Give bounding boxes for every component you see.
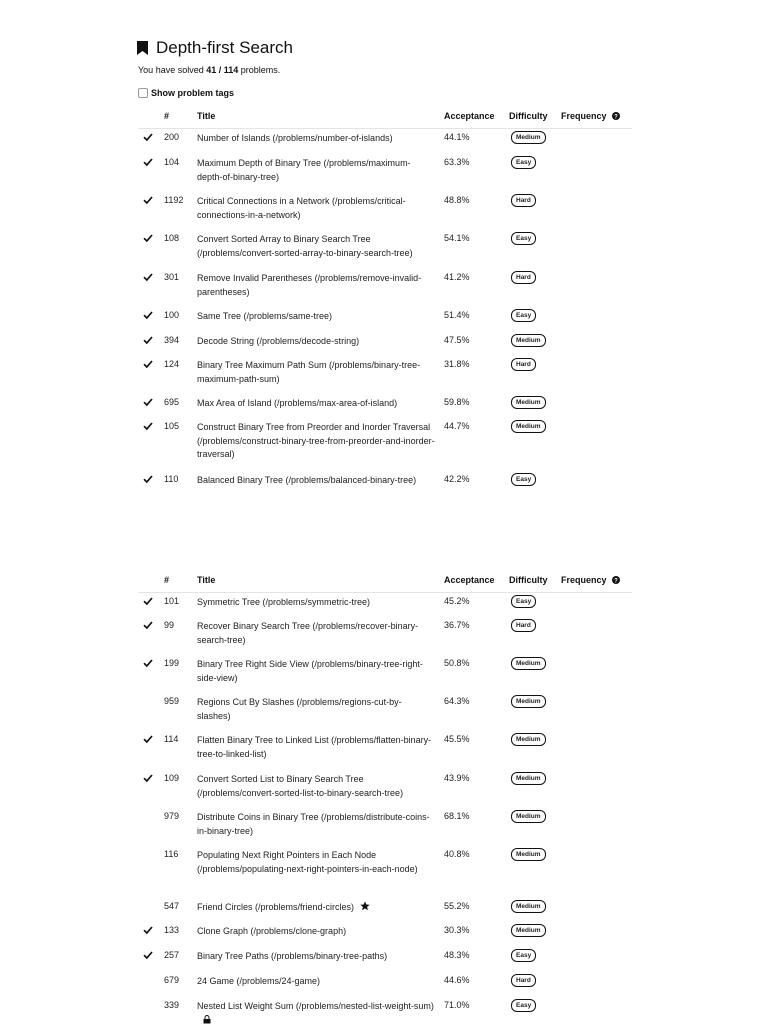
difficulty-badge: Easy	[511, 473, 536, 486]
problem-number: 110	[164, 474, 179, 484]
table-row	[138, 471, 632, 496]
problem-number: 979	[164, 811, 180, 821]
svg-text:?: ?	[614, 578, 618, 584]
problem-title-link[interactable]: Critical Connections in a Network (/problems/critical-connections-in-a-network)	[197, 196, 406, 220]
problem-title-link[interactable]: Recover Binary Search Tree (/problems/recover-binary-search-tree)	[197, 621, 419, 645]
difficulty-badge: Medium	[511, 810, 546, 823]
difficulty-badge: Medium	[511, 733, 546, 746]
table-row	[138, 898, 632, 922]
table-row	[138, 154, 632, 192]
acceptance-rate: 48.3%	[444, 950, 470, 960]
difficulty-badge: Medium	[511, 131, 546, 144]
difficulty-badge: Easy	[511, 309, 536, 322]
difficulty-badge: Easy	[511, 595, 536, 608]
problem-title-link[interactable]: Convert Sorted List to Binary Search Tree (/problems/convert-sorted-list-to-binary-search-tree)	[197, 774, 404, 798]
problem-number: 959	[164, 696, 180, 706]
acceptance-rate: 68.1%	[444, 811, 470, 821]
page-header	[137, 36, 737, 60]
show-tags-label: Show problem tags	[151, 88, 235, 98]
problem-number: 679	[164, 975, 180, 985]
problem-title-link[interactable]: Populating Next Right Pointers in Each Node (/problems/populating-next-right-pointers-in-each-node)	[197, 850, 418, 874]
problem-number: 547	[164, 901, 180, 911]
acceptance-rate: 45.2%	[444, 596, 470, 606]
problem-title-link[interactable]: Convert Sorted Array to Binary Search Tree (/problems/convert-sorted-array-to-binary-search-tree)	[197, 234, 413, 258]
problem-table-1	[138, 104, 632, 496]
table-row	[138, 846, 632, 898]
acceptance-rate: 54.1%	[444, 233, 470, 243]
acceptance-rate: 42.2%	[444, 474, 470, 484]
problem-table-2	[138, 568, 632, 1022]
table-header	[138, 568, 632, 593]
problem-number: 105	[164, 421, 180, 431]
acceptance-rate: 47.5%	[444, 335, 470, 345]
problem-title-link[interactable]: Binary Tree Right Side View (/problems/binary-tree-right-side-view)	[197, 659, 423, 683]
difficulty-badge: Medium	[511, 772, 546, 785]
col-acceptance[interactable]: Acceptance	[444, 111, 495, 121]
bookmark-icon	[137, 41, 148, 55]
difficulty-badge: Easy	[511, 232, 536, 245]
col-title[interactable]: Title	[197, 111, 216, 121]
problem-number: 257	[164, 950, 180, 960]
table-row	[138, 922, 632, 947]
problem-number: 114	[164, 734, 179, 744]
problem-title-link[interactable]: Maximum Depth of Binary Tree (/problems/maximum-depth-of-binary-tree)	[197, 158, 411, 182]
acceptance-rate: 71.0%	[444, 1000, 470, 1010]
acceptance-rate: 43.9%	[444, 773, 470, 783]
difficulty-badge: Hard	[511, 619, 536, 632]
col-difficulty[interactable]: Difficulty	[509, 575, 548, 585]
difficulty-badge: Medium	[511, 695, 546, 708]
acceptance-rate: 44.7%	[444, 421, 470, 431]
problem-number: 101	[164, 596, 180, 606]
table-row	[138, 394, 632, 418]
check-icon	[143, 620, 153, 630]
difficulty-badge: Easy	[511, 949, 536, 962]
difficulty-badge: Hard	[511, 974, 536, 987]
problem-title-link[interactable]: Binary Tree Paths (/problems/binary-tree-paths)	[197, 951, 388, 961]
difficulty-badge: Hard	[511, 194, 536, 207]
problem-title-link[interactable]: Distribute Coins in Binary Tree (/problems/distribute-coins-in-binary-tree)	[197, 812, 430, 836]
acceptance-rate: 40.8%	[444, 849, 470, 859]
difficulty-badge: Medium	[511, 848, 546, 861]
table-row	[138, 808, 632, 846]
problem-title-link[interactable]: Clone Graph (/problems/clone-graph)	[197, 926, 347, 936]
difficulty-badge: Medium	[511, 657, 546, 670]
star-icon	[360, 901, 370, 911]
problem-number: 199	[164, 658, 180, 668]
table-row	[138, 693, 632, 731]
problem-number: 108	[164, 233, 180, 243]
problem-number: 695	[164, 397, 180, 407]
acceptance-rate: 41.2%	[444, 272, 470, 282]
difficulty-badge: Medium	[511, 420, 546, 433]
check-icon	[143, 310, 153, 320]
check-icon	[143, 421, 153, 431]
problem-number: 301	[164, 272, 180, 282]
difficulty-badge: Hard	[511, 358, 536, 371]
problem-title-link[interactable]: Friend Circles (/problems/friend-circles)	[197, 901, 435, 915]
acceptance-rate: 48.8%	[444, 195, 470, 205]
check-icon	[143, 335, 153, 345]
acceptance-rate: 45.5%	[444, 734, 470, 744]
check-icon	[143, 950, 153, 960]
table-row	[138, 192, 632, 230]
problem-title-link[interactable]: Symmetric Tree (/problems/symmetric-tree)	[197, 597, 371, 607]
problem-title-link[interactable]: Max Area of Island (/problems/max-area-of-island)	[197, 398, 398, 408]
acceptance-rate: 55.2%	[444, 901, 470, 911]
solved-count: 41 / 114	[206, 65, 239, 75]
table-row	[138, 731, 632, 770]
acceptance-rate: 44.1%	[444, 132, 470, 142]
lock-icon	[203, 1015, 211, 1024]
problem-number: 133	[164, 925, 180, 935]
table-row	[138, 269, 632, 307]
solved-summary: You have solved 41 / 114 problems.	[138, 65, 281, 75]
table-row	[138, 617, 632, 655]
acceptance-rate: 31.8%	[444, 359, 470, 369]
problem-title-link[interactable]: 24 Game (/problems/24-game)	[197, 976, 321, 986]
acceptance-rate: 50.8%	[444, 658, 470, 668]
problem-title-link[interactable]: Binary Tree Maximum Path Sum (/problems/binary-tree-maximum-path-sum)	[197, 360, 421, 384]
table-row	[138, 230, 632, 269]
check-icon	[143, 195, 153, 205]
svg-text:?: ?	[614, 114, 618, 120]
check-icon	[143, 658, 153, 668]
difficulty-badge: Easy	[511, 156, 536, 169]
difficulty-badge: Medium	[511, 900, 546, 913]
check-icon	[143, 359, 153, 369]
problem-title-link[interactable]: Number of Islands (/problems/number-of-islands)	[197, 133, 393, 143]
difficulty-badge: Hard	[511, 271, 536, 284]
show-tags-toggle[interactable]	[138, 88, 234, 98]
show-tags-checkbox[interactable]	[138, 88, 148, 98]
problem-number: 1192	[164, 195, 184, 205]
col-num: #	[164, 111, 170, 121]
problem-number: 200	[164, 132, 180, 142]
check-icon	[143, 474, 153, 484]
problem-number: 99	[164, 620, 175, 630]
problem-title-link[interactable]: Balanced Binary Tree (/problems/balanced-binary-tree)	[197, 475, 417, 485]
problem-title-link[interactable]: Same Tree (/problems/same-tree)	[197, 311, 333, 321]
col-frequency[interactable]: Frequency ?	[561, 111, 620, 121]
help-icon	[612, 576, 620, 584]
check-icon	[143, 233, 153, 243]
acceptance-rate: 51.4%	[444, 310, 470, 320]
difficulty-badge: Medium	[511, 396, 546, 409]
problem-number: 109	[164, 773, 180, 783]
col-difficulty[interactable]: Difficulty	[509, 111, 548, 121]
page-title: Depth-first Search	[156, 38, 293, 57]
col-frequency[interactable]: Frequency ?	[561, 575, 620, 585]
problem-title-link[interactable]: Decode String (/problems/decode-string)	[197, 336, 360, 346]
table-row	[138, 655, 632, 693]
table-header	[138, 104, 632, 129]
acceptance-rate: 64.3%	[444, 696, 470, 706]
check-icon	[143, 734, 153, 744]
check-icon	[143, 596, 153, 606]
difficulty-badge: Medium	[511, 924, 546, 937]
acceptance-rate: 63.3%	[444, 157, 470, 167]
table-row	[138, 947, 632, 972]
check-icon	[143, 773, 153, 783]
col-num: #	[164, 575, 170, 585]
check-icon	[143, 157, 153, 167]
table-row	[138, 418, 632, 471]
problem-title-link[interactable]: Regions Cut By Slashes (/problems/regions-cut-by-slashes)	[197, 697, 402, 721]
difficulty-badge: Easy	[511, 999, 536, 1012]
table-row	[138, 332, 632, 356]
problem-title-link[interactable]: Remove Invalid Parentheses (/problems/remove-invalid-parentheses)	[197, 273, 422, 297]
problem-number: 394	[164, 335, 180, 345]
problem-number: 104	[164, 157, 180, 167]
table-row	[138, 972, 632, 997]
col-title[interactable]: Title	[197, 575, 216, 585]
table-row	[138, 307, 632, 332]
table-row	[138, 997, 632, 1022]
table-row	[138, 129, 632, 154]
difficulty-badge: Medium	[511, 334, 546, 347]
table-row	[138, 356, 632, 394]
check-icon	[143, 132, 153, 142]
check-icon	[143, 925, 153, 935]
check-icon	[143, 397, 153, 407]
problem-title-link[interactable]: Nested List Weight Sum (/problems/nested-list-weight-sum)	[197, 1000, 435, 1027]
problem-number: 116	[164, 849, 179, 859]
table-row	[138, 770, 632, 808]
acceptance-rate: 36.7%	[444, 620, 470, 630]
check-icon	[143, 272, 153, 282]
problem-title-link[interactable]: Flatten Binary Tree to Linked List (/problems/flatten-binary-tree-to-linked-list)	[197, 735, 432, 759]
problem-title-link[interactable]: Construct Binary Tree from Preorder and Inorder Traversal (/problems/construct-binary-tree-from-preorder-and-inorder-traversal)	[197, 422, 435, 459]
col-acceptance[interactable]: Acceptance	[444, 575, 495, 585]
problem-number: 100	[164, 310, 180, 320]
problem-number: 339	[164, 1000, 180, 1010]
acceptance-rate: 30.3%	[444, 925, 470, 935]
help-icon	[612, 112, 620, 120]
table-row	[138, 593, 632, 617]
acceptance-rate: 59.8%	[444, 397, 470, 407]
acceptance-rate: 44.6%	[444, 975, 470, 985]
problem-number: 124	[164, 359, 180, 369]
